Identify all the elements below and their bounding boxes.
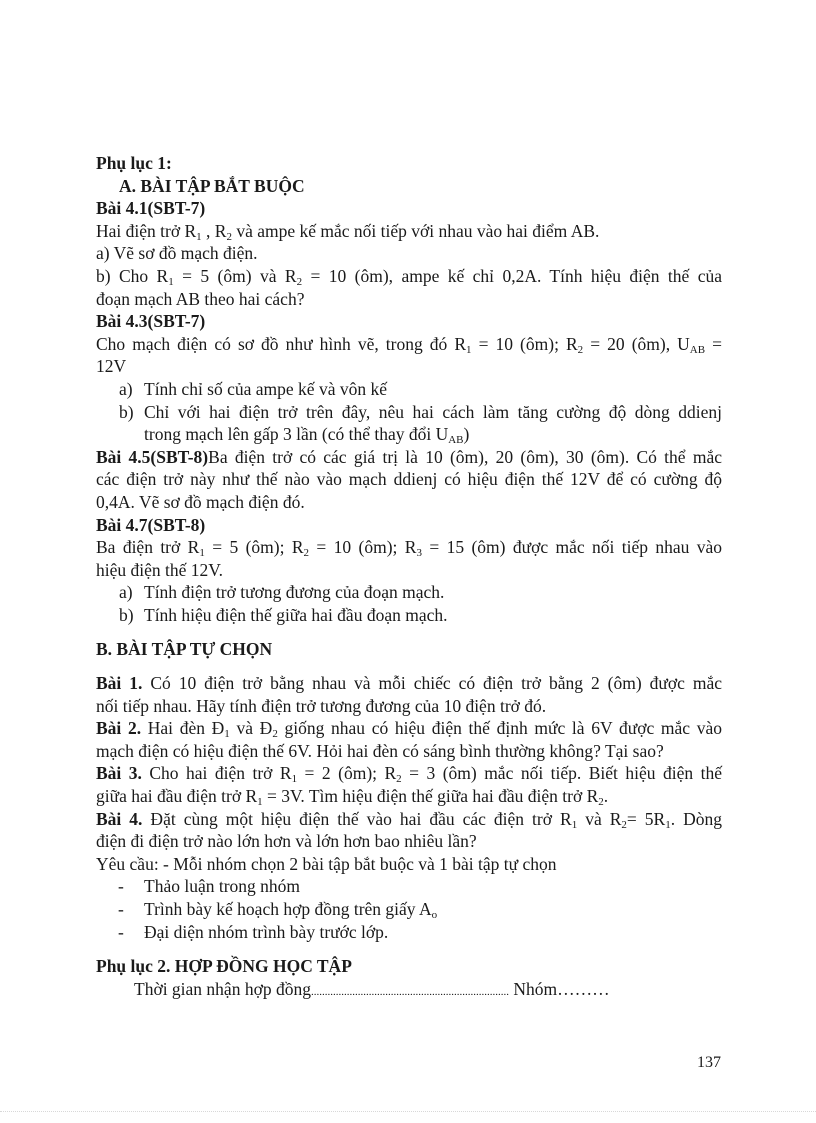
page-number: 137	[697, 1054, 721, 1071]
appendix-1-title: Phụ lục 1:	[96, 153, 172, 173]
exercise-4-3-part-b: b) Chỉ với hai điện trở trên đây, nêu hai cách làm tăng cường độ dòng ddienj	[119, 401, 722, 422]
optional-exercise-2-line-1: Bài 2. Hai đèn $Đ_1$ và $Đ_2$ giống nhau có hiệu điện thế định mức là 6V được mắc vào	[96, 718, 722, 741]
page-bottom-divider	[0, 1111, 816, 1112]
optional-exercise-3-line-1: Bài 3. Cho hai điện trở $R_1 = 2$ (ôm); $R_2 = 3$ (ôm) mắc nối tiếp. Biết hiệu điện thế	[96, 763, 722, 786]
exercise-4-3-heading: Bài 4.3(SBT-7)	[96, 311, 206, 332]
optional-exercise-4-line-1: Bài 4. Đặt cùng một hiệu điện thế vào hai đầu các điện trở $R_1$ và $R_2= 5R_1$. Dòng	[96, 808, 722, 831]
exercise-4-5-line-1: Bài 4.5(SBT-8)Ba điện trở có các giá trị là 10 (ôm), 20 (ôm), 30 (ôm). Có thể mắc	[96, 446, 722, 467]
exercise-4-5-line-2: các điện trở này như thế nào vào mạch ddienj có hiệu điện thế 12V để có cường độ	[96, 469, 722, 490]
exercise-4-3-part-a: a) Tính chỉ số của ampe kế và vôn kế	[119, 378, 387, 399]
exercise-4-3-line: Cho mạch điện có sơ đồ như hình vẽ, trong đó $R_1 = 10$ (ôm); $R_2 = 20$ (ôm), $U_{AB}$ =	[96, 333, 723, 356]
section-b-title: B. BÀI TẬP TỰ CHỌN	[96, 639, 273, 660]
exercise-4-7-line: Ba điện trở $R_1 = 5$ (ôm); $R_2 = 10$ (ôm); $R_3 = 15$ (ôm) được mắc nối tiếp nhau vào	[96, 537, 723, 560]
optional-exercise-3-line-2: giữa hai đầu điện trở $R_1 = 3V$. Tìm hiệu điện thế giữa hai đầu điện trở $R_2$.	[96, 786, 609, 809]
section-a-title: A. BÀI TẬP BẮT BUỘC	[119, 175, 305, 196]
requirement-item: - Trình bày kế hoạch hợp đồng trên giấy $A_o$	[118, 899, 438, 921]
document-page	[96, 152, 722, 1003]
exercise-4-7-heading: Bài 4.7(SBT-8)	[96, 514, 206, 535]
exercise-4-5-line-3: 0,4A. Vẽ sơ đồ mạch điện đó.	[96, 491, 305, 512]
optional-exercise-2-line-2: mạch điện có hiệu điện thế 6V. Hỏi hai đèn có sáng bình thường không? Tại sao?	[96, 740, 664, 761]
requirements-line: Yêu cầu: - Mỗi nhóm chọn 2 bài tập bắt buộc và 1 bài tập tự chọn	[96, 853, 557, 874]
optional-exercise-4-line-2: điện đi điện trở nào lớn hơn và lớn hơn bao nhiêu lần?	[96, 831, 477, 852]
exercise-4-1-line: Hai điện trở $R_1$ , $R_2$ và ampe kế mắc nối tiếp với nhau vào hai điểm AB.	[96, 220, 600, 243]
exercise-4-3-line-cont: 12V	[96, 356, 127, 377]
appendix-2-title: Phụ lục 2. HỢP ĐỒNG HỌC TẬP	[96, 956, 352, 977]
exercise-4-3-part-b-cont: trong mạch lên gấp 3 lần (có thể thay đổi $U_{AB}$)	[144, 424, 470, 447]
exercise-4-1-part-b: b) Cho $R_1 = 5$ (ôm) và $R_2 = 10$ (ôm), ampe kế chỉ 0,2A. Tính hiệu điện thế của	[96, 265, 722, 288]
exercise-4-7-part-b: b) Tính hiệu điện thế giữa hai đầu đoạn mạch.	[119, 604, 448, 625]
exercise-4-1-part-b-cont: đoạn mạch AB theo hai cách?	[96, 288, 305, 309]
exercise-4-1-part-a: a) Vẽ sơ đồ mạch điện.	[96, 243, 258, 264]
exercise-4-1-heading: Bài 4.1(SBT-7)	[96, 198, 206, 219]
optional-exercise-1-line-2: nối tiếp nhau. Hãy tính điện trở tương đương của 10 điện trở đó.	[96, 695, 547, 716]
contract-line: Thời gian nhận hợp đồng........................................................................ Nhóm………	[134, 978, 610, 999]
exercise-4-7-part-a: a) Tính điện trở tương đương của đoạn mạch.	[119, 582, 445, 603]
optional-exercise-1-line-1: Bài 1. Có 10 điện trở bằng nhau và mỗi chiếc có điện trở bằng 2 (ôm) được mắc	[96, 673, 722, 694]
exercise-4-7-line-cont: hiệu điện thế 12V.	[96, 559, 224, 580]
requirement-item: - Đại diện nhóm trình bày trước lớp.	[118, 921, 389, 942]
requirement-item: - Thảo luận trong nhóm	[118, 876, 301, 897]
